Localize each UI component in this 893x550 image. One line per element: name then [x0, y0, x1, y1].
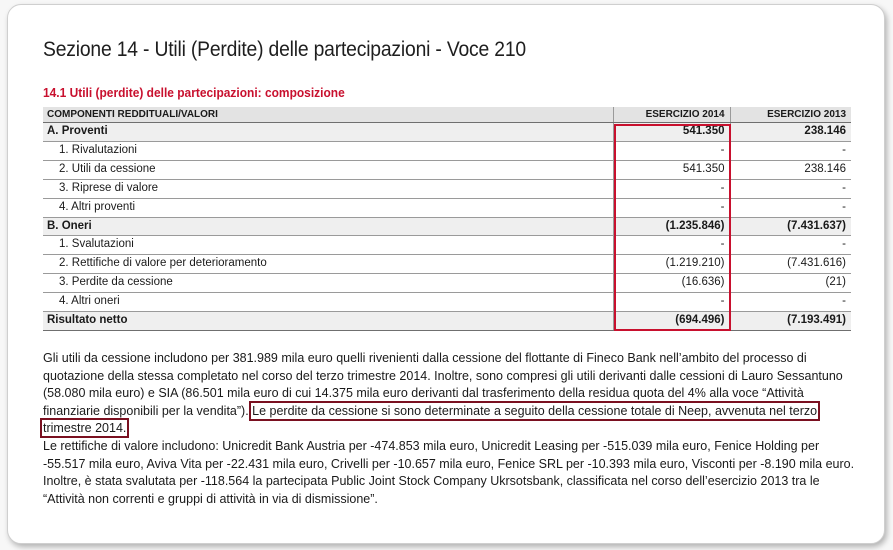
row-label: 4. Altri oneri [43, 293, 613, 312]
value-2014: (694.496) [613, 312, 730, 331]
value-2014: (1.219.210) [613, 255, 730, 274]
row-label: 3. Perdite da cessione [43, 274, 613, 293]
value-2014: - [613, 293, 730, 312]
value-2013: - [730, 236, 851, 255]
value-2013: (7.193.491) [730, 312, 851, 331]
page-title: Sezione 14 - Utili (Perdite) delle partecipazioni - Voce 210 [43, 38, 526, 61]
table-subtitle: 14.1 Utili (perdite) delle partecipazioni: composizione [43, 85, 345, 100]
row-label: 1. Rivalutazioni [43, 141, 613, 160]
highlighted-sentence: Le perdite da cessione si sono determinate a seguito della cessione totale di Neep, avvenuta nel terzo trimestre 2014. [43, 403, 818, 435]
value-2013: - [730, 141, 851, 160]
table-row-svalutazioni [43, 236, 851, 255]
table-row-altri-proventi [43, 198, 851, 217]
row-label: Risultato netto [43, 312, 613, 331]
table-row-risultato-netto [43, 312, 851, 331]
column-header-2014: ESERCIZIO 2014 [613, 107, 730, 123]
value-2013: - [730, 293, 851, 312]
value-2014: - [613, 141, 730, 160]
row-label: A. Proventi [43, 123, 613, 142]
column-header-2013: ESERCIZIO 2013 [730, 107, 851, 123]
row-label: 2. Utili da cessione [43, 160, 613, 179]
table-row-rettifiche [43, 255, 851, 274]
row-label: 3. Riprese di valore [43, 179, 613, 198]
value-2013: (21) [730, 274, 851, 293]
table-row-riprese-valore [43, 179, 851, 198]
table-row-perdite-cessione [43, 274, 851, 293]
value-2013: - [730, 198, 851, 217]
row-label: 4. Altri proventi [43, 198, 613, 217]
paragraph-utili-cessione [43, 350, 855, 438]
row-label: B. Oneri [43, 217, 613, 236]
value-2013: 238.146 [730, 160, 851, 179]
value-2013: - [730, 179, 851, 198]
paragraph-rettifiche: Le rettifiche di valore includono: Unicredit Bank Austria per -474.853 mila euro, Unicredit Leasing per -515.039 mila euro, Fenice Holding per -55.517 mila euro, Aviva Vita per -22.431 mila euro, Crivelli per -10.657 mila euro, Fenice SRL per -10.393 mila euro, Visconti per -8.190 mila euro. Inoltre, è stata svalutata per -118.564 la partecipata Public Joint Stock Company Ukrsotsbank, classificata nel corso dell’esercizio 2013 tra le “Attività non correnti e gruppi di attività in via di dismissione”. [43, 439, 855, 506]
value-2014: (16.636) [613, 274, 730, 293]
value-2014: 541.350 [613, 123, 730, 142]
column-header-components: COMPONENTI REDDITUALI/VALORI [43, 107, 613, 123]
value-2014: (1.235.846) [613, 217, 730, 236]
table-row-oneri [43, 217, 851, 236]
table-header-row [43, 107, 851, 123]
table-row-proventi [43, 123, 851, 142]
value-2014: 541.350 [613, 160, 730, 179]
value-2014: - [613, 179, 730, 198]
value-2013: 238.146 [730, 123, 851, 142]
value-2014: - [613, 198, 730, 217]
paragraph-text: Gli utili da cessione includono per 381.989 mila euro quelli rivenienti dalla cessione del flottante di Fineco Bank nell’ambito del processo di quotazione della stessa completato nel corso del terzo trimestre 2014. Inoltre, sono compresi gli utili derivanti dalle cessioni di Lauro Sessantuno (58.080 mila euro) e SIA (86.501 mila euro di cui 14.375 mila euro derivanti dal trasferimento della residua quota del 4% alla voce “Attività finanziarie disponibili per la vendita”). [43, 351, 843, 418]
table-row-altri-oneri [43, 293, 851, 312]
value-2013: (7.431.616) [730, 255, 851, 274]
value-2013: (7.431.637) [730, 217, 851, 236]
row-label: 1. Svalutazioni [43, 236, 613, 255]
row-label: 2. Rettifiche di valore per deterioramento [43, 255, 613, 274]
value-2014: - [613, 236, 730, 255]
table-row-rivalutazioni [43, 141, 851, 160]
composition-table [43, 107, 851, 331]
table-row-utili-cessione [43, 160, 851, 179]
